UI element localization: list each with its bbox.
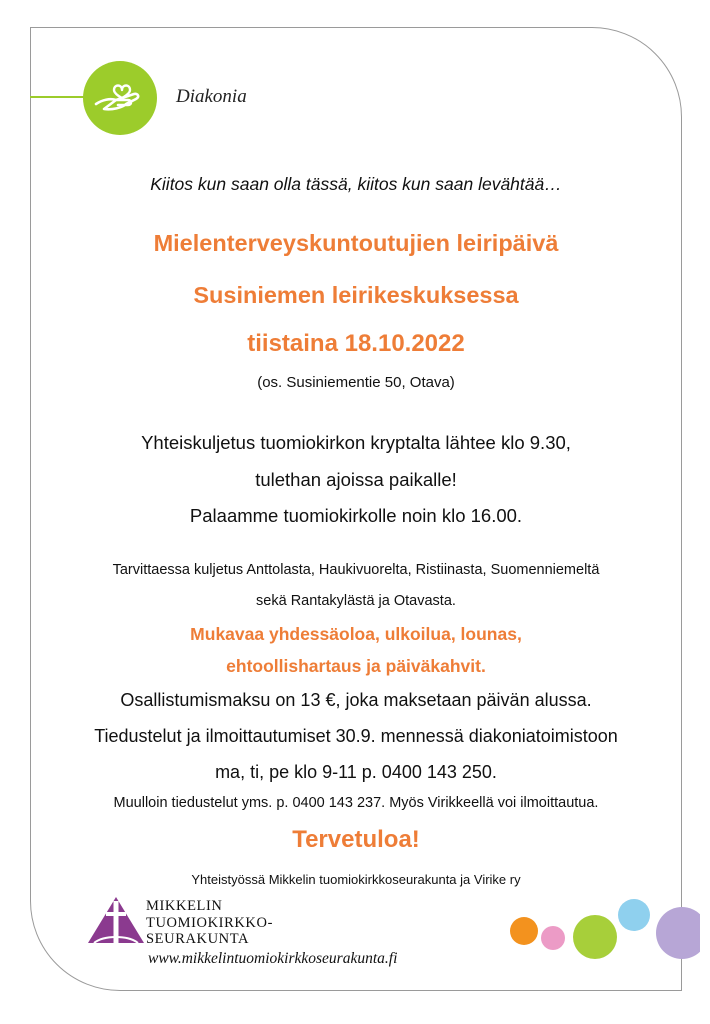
event-date: tiistaina 18.10.2022 [247, 330, 465, 357]
transport-text-2: tulethan ajoissa paikalle! [255, 469, 457, 490]
dot-orange [510, 917, 538, 945]
parish-name-line2: TUOMIOKIRKKO- [146, 914, 274, 931]
decorative-dots [500, 895, 700, 975]
extra-transport-1: Tarvittaessa kuljetus Anttolasta, Haukivuorelta, Ristiinasta, Suomenniemeltä [112, 562, 600, 578]
program-text-1: Mukavaa yhdessäoloa, ulkoilua, lounas, [190, 624, 522, 644]
event-location: Susiniemen leirikeskuksessa [193, 282, 519, 308]
parish-url: www.mikkelintuomiokirkkoseurakunta.fi [148, 950, 398, 967]
other-contact-text: Muulloin tiedustelut yms. p. 0400 143 237. Myös Virikkeellä voi ilmoittautua. [113, 795, 599, 811]
parish-name-line3: SEURAKUNTA [146, 931, 250, 947]
extra-transport-2: sekä Rantakylästä ja Otavasta. [256, 593, 456, 609]
dot-lilac [656, 907, 700, 959]
parish-name-line1: MIKKELIN [146, 898, 223, 914]
quote: Kiitos kun saan olla tässä, kiitos kun saan levähtää… [150, 174, 562, 194]
transport-text-3: Palaamme tuomiokirkolle noin klo 16.00. [189, 505, 523, 526]
event-address: (os. Susiniementie 50, Otava) [257, 374, 455, 391]
diakonia-hand-heart-icon [82, 60, 158, 136]
parish-cross-logo-icon [86, 895, 146, 947]
program-text-2: ehtoollishartaus ja päiväkahvit. [226, 656, 486, 676]
cooperation-text: Yhteistyössä Mikkelin tuomiokirkkoseurakunta ja Virike ry [191, 872, 521, 887]
dot-pink [541, 926, 565, 950]
signup-text-2: ma, ti, pe klo 9-11 p. 0400 143 250. [215, 762, 497, 782]
dot-blue [618, 899, 650, 931]
fee-text: Osallistumismaksu on 13 €, joka maksetaan päivän alussa. [120, 690, 592, 710]
event-title: Mielenterveyskuntoutujien leiripäivä [153, 230, 559, 256]
transport-text-1: Yhteiskuljetus tuomiokirkon kryptalta lähtee klo 9.30, [141, 432, 571, 453]
dot-green [573, 915, 617, 959]
welcome-text: Tervetuloa! [292, 826, 420, 853]
signup-text-1: Tiedustelut ja ilmoittautumiset 30.9. mennessä diakoniatoimistoon [94, 726, 618, 746]
brand-title: Diakonia [176, 86, 247, 107]
parish-name [146, 898, 273, 948]
